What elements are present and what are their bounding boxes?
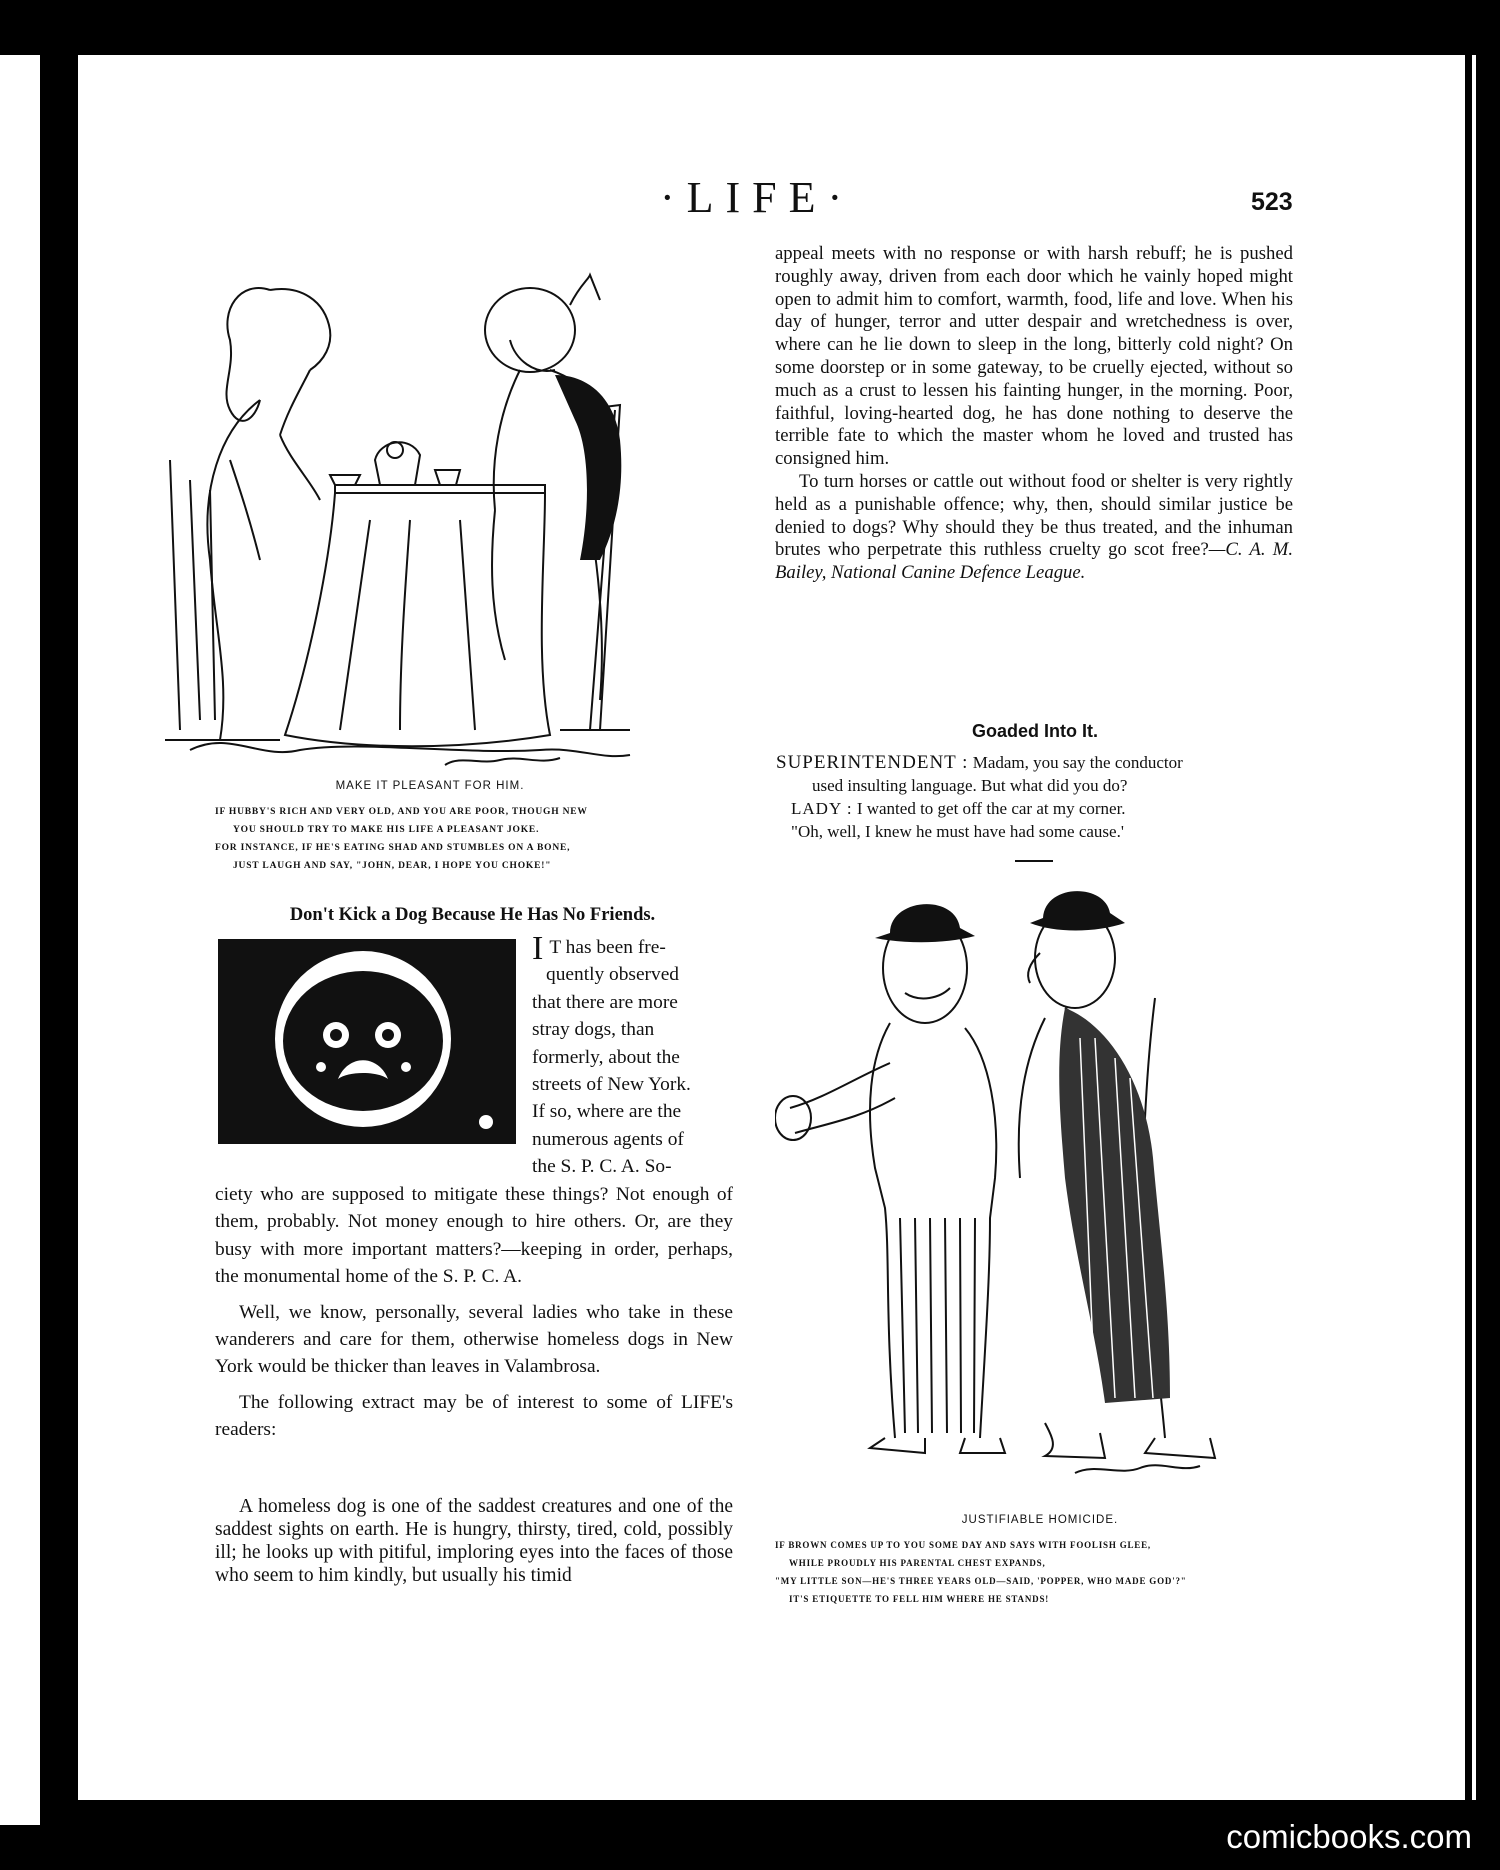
wrapped-line: formerly, about the bbox=[532, 1046, 680, 1068]
wrapped-line: that there are more bbox=[532, 991, 678, 1013]
quote-start bbox=[215, 1495, 733, 1587]
cartoon-dinner-illustration bbox=[160, 260, 720, 780]
wrapped-line: stray dogs, than bbox=[532, 1019, 655, 1041]
verse-line: JUST LAUGH AND SAY, "JOHN, DEAR, I HOPE YOU CHOKE!" bbox=[233, 861, 552, 871]
quote-attribution: —C. A. M. Bailey, National Canine Defence League. bbox=[775, 539, 1293, 584]
cartoon1-caption-title: MAKE IT PLEASANT FOR HIM. bbox=[335, 780, 525, 792]
cartoon1-verse bbox=[215, 803, 665, 875]
quote-continued bbox=[775, 243, 1293, 585]
joke-line-3: "Oh, well, I knew he must have had some cause.' bbox=[791, 822, 1124, 841]
sad-dog-drawing bbox=[218, 939, 516, 1144]
quote-paragraph-continued: appeal meets with no response or with harsh rebuff; he is pushed roughly away, driven from each door which he vainly hoped might open to admit him to comfort, warmth, food, life and love. When his day of hunger, terror and utter despair and wretchedness is over, where can he lie down to sleep in the long, bitterly cold night? On some doorstep or in some gateway, to be cruelly ejected, without so much as a crust to lessen his fainting hunger, in the morning. Poor, faithful, loving-hearted dog, he has done nothing to deserve the terrible fate to which the master whom he loved and trusted has consigned him. bbox=[775, 243, 1293, 470]
wrapped-line: If so, where are the bbox=[532, 1101, 682, 1123]
joke-dialog bbox=[776, 751, 1296, 843]
article-body bbox=[215, 1181, 733, 1444]
article-paragraph-2: Well, we know, personally, several ladies who take in these wanderers and care for them, otherwise homeless dogs in New York would be thicker than leaves in Valambrosa. bbox=[215, 1301, 733, 1378]
verse-line: "MY LITTLE SON—HE'S THREE YEARS OLD—SAID, 'POPPER, WHO MADE GOD'?" bbox=[775, 1576, 1187, 1586]
quote-paragraph-start: A homeless dog is one of the saddest creatures and one of the saddest sights on earth. He is hungry, thirsty, tired, cold, possibly ill; he looks up with pitiful, imploring eyes into the faces of those who seem to him kindly, but usually his timid bbox=[215, 1496, 733, 1586]
verse-line: IT'S ETIQUETTE TO FELL HIM WHERE HE STANDS! bbox=[789, 1594, 1050, 1604]
quote-paragraph-2-text: To turn horses or cattle out without food or shelter is very rightly held as a punishable offence; why, then, should similar justice be denied to dogs? Why should they be thus treated, and the inhuman brutes who perpetrate this ruthless cruelty go scot free? bbox=[775, 470, 1293, 561]
page-edge-right bbox=[1472, 55, 1476, 1800]
wrapped-line: numerous agents of bbox=[532, 1128, 684, 1150]
speaker-superintendent: SUPERINTENDENT : bbox=[776, 752, 969, 773]
speaker-lady: LADY : bbox=[791, 799, 853, 818]
watermark: comicbooks.com bbox=[1226, 1818, 1472, 1855]
drop-cap: I bbox=[532, 930, 544, 967]
article-wrapped-lines bbox=[532, 930, 732, 1181]
wrapped-line: the S. P. C. A. So- bbox=[532, 1156, 672, 1178]
wrapped-line: streets of New York. bbox=[532, 1074, 691, 1096]
wrapped-line: quently observed bbox=[546, 964, 680, 986]
joke-line-1-cont: used insulting language. But what did you do? bbox=[812, 776, 1128, 795]
article-paragraph-1-rest: ciety who are supposed to mitigate these things? Not enough of them, probably. Not money enough to hire others. Or, are they busy with more important matters?—keeping in order, perhaps, the monumental home of the S. P. C. A. bbox=[215, 1184, 733, 1288]
cartoon-homicide-illustration bbox=[775, 878, 1275, 1488]
joke-heading: Goaded Into It. bbox=[972, 721, 1098, 741]
joke-line-1: SUPERINTENDENT : Madam, you say the conductor bbox=[776, 752, 1183, 773]
adjacent-page-edge bbox=[0, 55, 40, 1825]
dinner-scene-drawing bbox=[160, 260, 720, 780]
cartoon2-caption-title: JUSTIFIABLE HOMICIDE. bbox=[961, 1514, 1119, 1526]
verse-line: FOR INSTANCE, IF HE'S EATING SHAD AND STUMBLES ON A BONE, bbox=[215, 843, 571, 853]
article-heading: Don't Kick a Dog Because He Has No Friends. bbox=[289, 905, 656, 925]
two-men-drawing bbox=[775, 878, 1275, 1488]
page-number: 523 bbox=[1251, 188, 1293, 216]
quote-paragraph-2 bbox=[775, 471, 1293, 585]
sad-dog-illustration bbox=[218, 939, 516, 1144]
joke-line-2: LADY : I wanted to get off the car at my corner. bbox=[791, 799, 1126, 818]
section-divider bbox=[1015, 860, 1053, 862]
verse-line: YOU SHOULD TRY TO MAKE HIS LIFE A PLEASANT JOKE. bbox=[233, 825, 540, 835]
article-paragraph-3: The following extract may be of interest to some of LIFE's readers: bbox=[215, 1391, 733, 1441]
verse-line: IF HUBBY'S RICH AND VERY OLD, AND YOU ARE POOR, THOUGH NEW bbox=[215, 807, 588, 817]
verse-line: WHILE PROUDLY HIS PARENTAL CHEST EXPANDS, bbox=[789, 1558, 1046, 1568]
verse-line: IF BROWN COMES UP TO YOU SOME DAY AND SAYS WITH FOOLISH GLEE, bbox=[775, 1540, 1151, 1550]
masthead: ·LIFE· bbox=[660, 173, 855, 222]
wrapped-line-1: I T has been fre- bbox=[532, 930, 666, 967]
cartoon2-verse bbox=[775, 1536, 1275, 1608]
